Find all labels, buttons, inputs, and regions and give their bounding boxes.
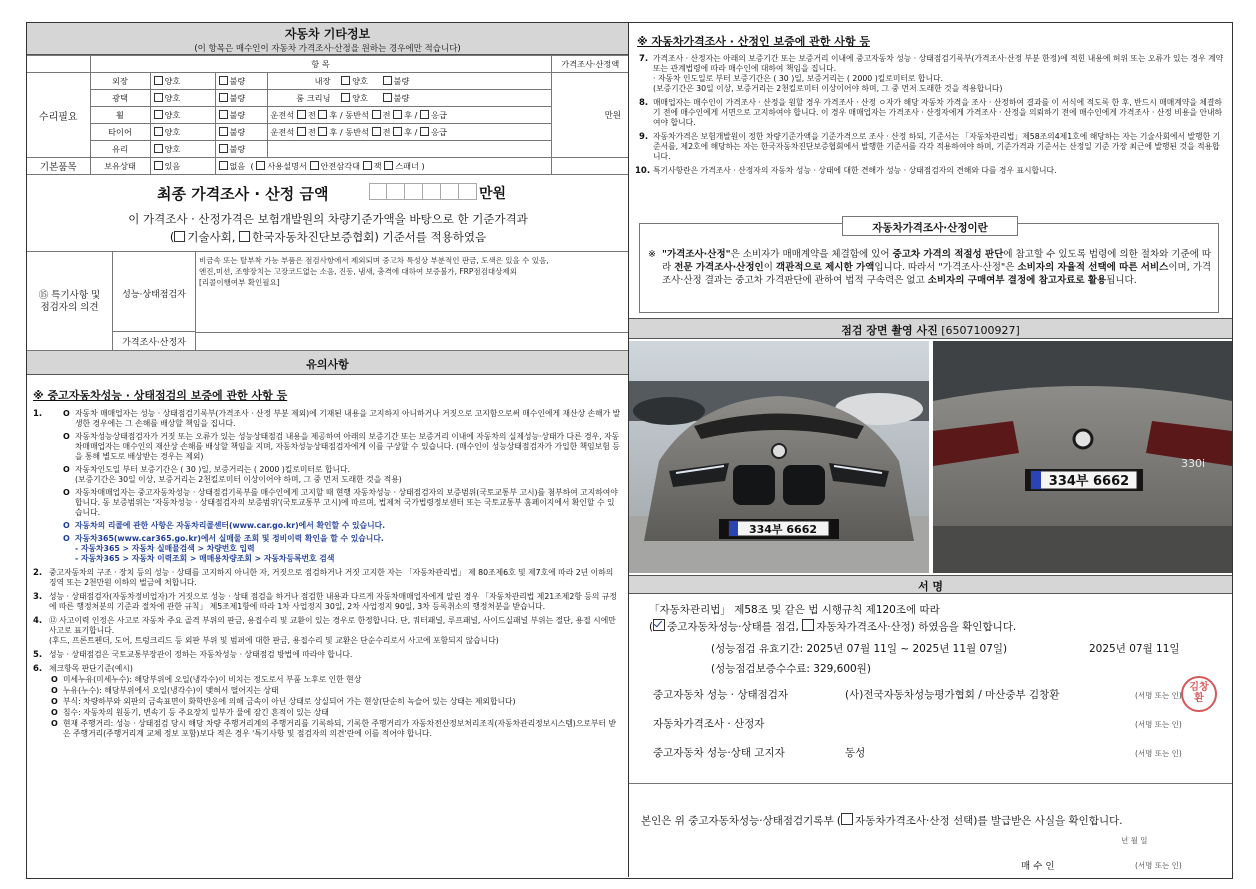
final-price-line1: 이 가격조사 · 산정가격은 보험개발원의 차량기준가액을 바탕으로 한 기준가격과 [128,212,528,226]
final-price-unit: 만원 [479,186,507,202]
note-8: 8. 매매업자는 매수인이 가격조사 · 산정을 원할 경우 가격조사 · 산정 ㅇ자가 해당 자동차 가격을 조사 · 산정하여 결과를 이 서식에 적도록 한 후, 반드시 매매계약을 체결하기 전에 매수인에게 서면으로 고지하여야 합니다. 이 경우 매매업자는 가격조사 · 산정자에게 가격조사 · 산정을 의뢰하기 전에 매수인에게 가격조사 · 산정 비용을 안내하여야 합니다. [639,98,1223,127]
notifier-sign-name: 동성 [845,747,866,759]
buyer-label: 매 수 인 [1021,861,1055,872]
photo-code: [6507100927] [941,324,1020,337]
notifier-sign-label: 중고자동차 성능·상태 고지자 [653,747,785,759]
car365-link[interactable]: 자동차365(www.car365.go.kr)에서 실매물 조회 및 정비이력 확인을 할 수 있습니다. [75,534,384,543]
room-bad-checkbox[interactable] [383,93,392,102]
price-check-checkbox[interactable] [802,619,814,631]
tire-good-checkbox[interactable] [154,127,163,136]
model-badge: 330i [1181,457,1206,470]
final-price-boxes[interactable] [369,183,477,200]
caution-header: 유의사항 [27,351,628,375]
exterior-bad-checkbox[interactable] [219,76,228,85]
row-label-wheel: 휠 [90,107,150,124]
appraiser-sign-label: 자동차가격조사 · 산정자 [653,718,765,730]
inspector-sign-note: (서명 또는 인) [1135,691,1182,700]
wheel-driver-front-checkbox[interactable] [297,110,306,119]
basic-items-label: 기본품목 [27,158,90,175]
note-1: 1. O 자동차 매매업자는 성능 · 상태점검기록부(가격조사 · 산정 부분 제외)에 기재된 내용을 고지하지 아니하거나 거짓으로 고지함으로써 매수인에게 재산상 손해가 발생한 경우에는 그 손해를 배상할 책임을 집니다. O 자동차성능상태점검자가 거짓 또는 오류가 있는 성능상태점검 내용을 제공하여 아래의 보증기간 또는 보증거리 이내에 자동차의 실제성능·상태가 다른 경우, 자동차매매업자는 매수인의 재산상 손해를 배상할 책임을 지며, 자동차성능상태점검자에게 이를 구상할 수 있습니다. (매수인이 성능상태점검자가 가입한 책임보험 등을 통해 별도로 배상받는 경우는 제외) O 자동차인도일 부터 보증기간은 ( 30 )일, 보증거리는 ( 2000 )킬로미터로 합니다. (보증기간은 30일 이상, 보증거리는 2천킬로미터 이상이어야 하며, 그 중 먼저 도래한 것을 적용) O 자동차매매업자는 중고자동차성능 · 상태점검기록부를 매수인에게 고지할 때 현행 자동차성능 · 상태점검자의 보증범위(국토교통부 고시)를 첨부하여 고지하여야 합니다. 동 보증범위는 '자동차성능 · 상태점검자의 보증범위'(국토교통부 고시)에 따르며, 법제처 국가법령정보센터 또는 국토교통부 홈페이지에서 확인할 수 있습니다. O 자동차의 리콜에 관한 사항은 자동차리콜센터(www.car.go.kr)에서 확인할 수 있습니다. O 자동차365(www.car365.go.kr)에서 실매물 조회 및 정비이력 확인을 할 수 있습니다. - 자동차365 > 자동차 실매물검색 > 차량번호 입력 - 자동차365 > 자동차 이력조회 > 매매용차량조회 > 자동차등록번호 검색 [33,409,621,563]
inspector-label: 성능·상태점검자 [113,252,196,332]
inspector-sign-label: 중고자동차 성능 · 상태점검자 [653,689,789,701]
recall-center-link[interactable]: 자동차의 리콜에 관한 사항은 자동차리콜센터(www.car.go.kr)에서 확인할 수 있습니다. [75,521,386,530]
gloss-bad-checkbox[interactable] [219,93,228,102]
law-reference: 「자동차관리법」 제58조 및 같은 법 시행규칙 제120조에 따라 [649,604,940,616]
etc-info-subtitle: (이 항목은 매수인이 자동차 가격조사·산정을 원하는 경우에만 적습니다) [194,44,461,54]
wheel-driver-rear-checkbox[interactable] [318,110,327,119]
note-9: 9. 자동차가격은 보험개발원이 정한 차량기준가액을 기준가격으로 조사 · 산정 하되, 기준서는 「자동차관리법」제58조의4제1호에 해당하는 자는 기술사회에서 발행한 기준서를, 제2호에 해당하는 자는 한국자동차진단보증협회에서 발행한 기준서를 각각 적용하여야 하며, 기준가격과 기준서는 산정일 기준 가장 최근에 발행된 것을 적용합니다. [639,132,1221,161]
left-column [27,23,629,877]
final-price-line2: ( 기술사회, 한국자동차진단보증협회) 기준서를 적용하였음 [169,230,487,244]
wheel-pass-front-checkbox[interactable] [372,110,381,119]
tire-pass-rear-checkbox[interactable] [393,127,402,136]
engineers-society-checkbox[interactable] [174,231,185,242]
caution-notes [27,375,628,739]
basic-have-checkbox[interactable] [154,161,163,170]
receipt-section [629,785,1232,877]
gloss-good-checkbox[interactable] [154,93,163,102]
room-good-checkbox[interactable] [341,93,350,102]
rear-photo [933,341,1232,573]
spanner-checkbox[interactable] [384,161,393,170]
inspection-date: 2025년 07월 11일 [1089,643,1180,655]
exterior-good-checkbox[interactable] [154,76,163,85]
col-item-header: 항 목 [90,56,551,73]
performance-check-checkbox[interactable] [653,619,665,631]
interior-good-checkbox[interactable] [341,76,350,85]
row-label-glass: 유리 [90,141,150,158]
basic-status-label: 보유상태 [90,158,150,175]
rear-car-image [933,341,1232,573]
caution-section-title: ※ 중고자동차성능 · 상태점검의 보증에 관한 사항 등 [33,389,288,402]
interior-bad-checkbox[interactable] [383,76,392,85]
confirm-line: ( 중고자동차성능·상태를 점검, 자동차가격조사·산정) 하였음을 확인합니다. [649,621,1017,633]
inspection-record-page [26,22,1233,879]
note-3: 3. 성능 · 상태점검자(자동차정비업자)가 거짓으로 성능 · 상태 점검을 하거나 점검한 내용과 다르게 자동차매매업자에게 알린 경우 「자동차관리법 제21조제2항 등의 규정에 따른 행정처분의 기준과 절차에 관한 규칙」 제5조제1항에 따라 1차 사업정지 30일, 2차 사업정지 90일, 3차 등록취소의 행정처분을 받습니다. [33,592,617,611]
photo-title: 점검 장면 촬영 사진 [841,324,938,337]
note-10: 10. 특기사항란은 가격조사 · 산정자의 자동차 성능 · 상태에 대한 견해가 성능 · 상태점검자의 견해와 다를 경우 표시합니다. [635,166,1057,176]
final-price-title: 최종 가격조사 · 산정 금액 [157,185,329,203]
glass-good-checkbox[interactable] [154,144,163,153]
etc-info-header [27,23,628,55]
special-notes-section [27,252,628,351]
inspector-opinion: 비금속 또는 탈부착 가능 부품은 점검사항에서 제외되며 중고차 특성상 부분적인 판금, 도색은 있을 수 있음, 엔진,미션, 조향장치는 고장코드없는 소음, 진동, 냄새, 충격에 대하여 보증불가, FRP점검대상제외 [리콜이행여부 확인필요] [199,256,549,287]
front-photo [629,341,929,573]
receipt-date: 년 월 일 [1121,836,1148,845]
row-label-gloss: 광택 [90,90,150,107]
note-6: 6. 체크항목 판단기준(예시) O 미세누유(미세누수): 해당부위에 오일(냉각수)이 비치는 정도로서 부품 노후로 인한 현상 O 누유(누수): 해당부위에서 오일(냉각수)이 맺혀서 떨어지는 상태 O 부식: 차량하부와 외판의 금속표면이 화학반응에 의해 금속이 아닌 상태로 상실되어 가는 현상(단순히 녹슬어 있는 상태는 제외합니다) O 침수: 자동차의 원동기, 변속기 등 주요장치 일부가 물에 잠긴 흔적이 있는 상태 O 현재 주행거리: 성능 · 상태점검 당시 해당 차량 주행거리계의 주행거리를 기록하되, 기록한 주행거리가 자동차전산정보처리조직(자동차관리정보시스템)으로부터 받은 주행거리(주행거리계 교체 정보 포함)보다 적은 경우 '특기사항 및 점검자의 의견'란에 이를 적어야 합니다. [33,664,616,738]
basic-none-checkbox[interactable] [219,161,228,170]
jack-checkbox[interactable] [363,161,372,170]
receipt-line: 본인은 위 중고자동차성능·상태점검기록부 ( 자동차가격조사·산정 선택)를 발급받은 사실을 확인합니다. [641,815,1123,827]
final-price-section [27,175,628,252]
note-2: 2. 중고자동차의 구조 · 장치 등의 성능 · 상태를 고지하지 아니한 자, 거짓으로 점검하거나 거짓 고지한 자는 「자동차관리법」 제 80조제6호 및 제7호에 따라 2년 이하의 징역 또는 2천만원 이하의 벌금에 처합니다. [33,568,614,587]
kadia-checkbox[interactable] [239,231,250,242]
buyer-sign-note: (서명 또는 인) [1135,861,1182,870]
glass-bad-checkbox[interactable] [219,144,228,153]
wheel-positions: 운전석 전 후 / 동반석 전 후 / 응급 [267,107,551,124]
note-7: 7. 가격조사 · 산정자는 아래의 보증기간 또는 보증거리 이내에 중고자동차 성능 · 상태점검기록부(가격조사·산정 부분 한정)에 적힌 내용에 허위 또는 오류가 있는 경우 계약 또는 관계법령에 따라 매수인에 대하여 책임을 집니다. · 자동차 인도일로 부터 보증기간은 ( 30 )일, 보증거리는 ( 2000 )킬로미터로 합니다. (보증기간은 30일 이상, 보증거리는 2천킬로미터 이상이어야 하며, 그 중 먼저 도래한 것을 적용합니다) [639,54,1224,93]
price-guarantee-section [629,23,1232,319]
guarantee-fee: (성능점검보증수수료: 329,600원) [711,663,871,675]
tire-bad-checkbox[interactable] [219,127,228,136]
price-guarantee-title: ※ 자동차가격조사 · 산정인 보증에 관한 사항 등 [637,35,870,48]
inspector-sign-name: (사)전국자동차성능평가협회 / 마산중부 김창환 [845,689,1060,701]
right-column [629,23,1232,877]
front-plate: 334부 6662 [748,523,818,536]
row-label-room-cleaning: 룸 크리닝 [296,92,331,103]
repair-price-cell: 만원 [551,73,629,158]
tire-driver-rear-checkbox[interactable] [318,127,327,136]
etc-info-title: 자동차 기타정보 [284,27,371,41]
tire-emergency-checkbox[interactable] [420,127,429,136]
price-appraisal-box [639,223,1219,313]
tire-positions: 운전석 전 후 / 동반석 전 후 / 응급 [267,124,551,141]
note-5: 5. 성능 · 상태점검은 국토교통부장관이 정하는 자동차성능 · 상태점검 방법에 따라야 합니다. [33,650,353,660]
note-4: 4. ⑫ 사고이력 인정은 사고로 자동차 주요 골격 부위의 판금, 용접수리 및 교환이 있는 경우로 한정합니다. 단, 쿼터패널, 루프패널, 사이드실패널 부위는 절단, 용접 시에만 사고로 표기합니다. (후드, 프론트펜더, 도어, 트렁크리드 등 외판 부위 및 범퍼에 대한 판금, 용접수리 및 교환은 단순수리로서 사고에 포함되지 않습니다) [33,616,616,645]
rear-plate: 334부 6662 [1048,474,1130,489]
col-price-header: 가격조사·산정액 [551,56,629,73]
triangle-checkbox[interactable] [310,161,319,170]
manual-checkbox[interactable] [256,161,265,170]
row-label-interior: 내장 [314,75,331,86]
price-appraisal-box-title: 자동차가격조사·산정이란 [842,216,1018,236]
front-car-image [629,341,929,573]
receipt-price-checkbox[interactable] [841,813,853,825]
signature-header: 서 명 [629,575,1232,594]
wheel-good-checkbox[interactable] [154,110,163,119]
notifier-sign-note: (서명 또는 인) [1135,749,1182,758]
price-appraisal-desc: ※ "가격조사·산정"은 소비자가 매매계약을 체결함에 있어 중고차 가격의 적절성 판단에 참고할 수 있도록 법령에 의한 절차와 기준에 따라 전문 가격조사·산정인이 객관적으로 제시한 가액입니다. 따라서 "가격조사·산정"은 소비자의 자율적 선택에 따른 서비스이며, 가격조사·산정 결과는 중고차 가격판단에 관하여 법적 구속력은 없고 소비자의 구매여부 결정에 참고자료로 활용됩니다. [648,249,1212,286]
wheel-pass-rear-checkbox[interactable] [393,110,402,119]
row-label-exterior: 외장 [90,73,150,90]
appraiser-label: 가격조사·산정자 [113,332,196,351]
signature-section [629,594,1232,784]
appraiser-sign-note: (서명 또는 인) [1135,720,1182,729]
etc-info-table: 항 목 가격조사·산정액 수리필요 외장 양호 불량 내장 양호 불량 만원 광택 양호 불량 룸 크리닝 양호 불량 휠 양호 불량 운전석 전 후 / 동반석 전 후 / 응급 타이어 양호 불량 운전석 전 후 / 동반석 전 후 / 응급 유리 양호 불량 기본품목 보유상태 있음 없음 ( 사용설명서 안전삼각대 잭 스패너 ) [27,55,629,175]
wheel-bad-checkbox[interactable] [219,110,228,119]
tire-driver-front-checkbox[interactable] [297,127,306,136]
basic-options: 없음 ( 사용설명서 안전삼각대 잭 스패너 ) [215,158,551,175]
tire-pass-front-checkbox[interactable] [372,127,381,136]
inspector-seal: 김창환 [1181,676,1217,712]
wheel-emergency-checkbox[interactable] [420,110,429,119]
special-notes-label: ⑮ 특기사항 및 점검자의 의견 [27,252,113,351]
validity-period: (성능점검 유효기간: 2025년 07월 11일 ~ 2025년 11월 07일) [711,643,1008,655]
row-label-tire: 타이어 [90,124,150,141]
repair-needed-label: 수리필요 [27,73,90,158]
photo-header [629,319,1232,339]
